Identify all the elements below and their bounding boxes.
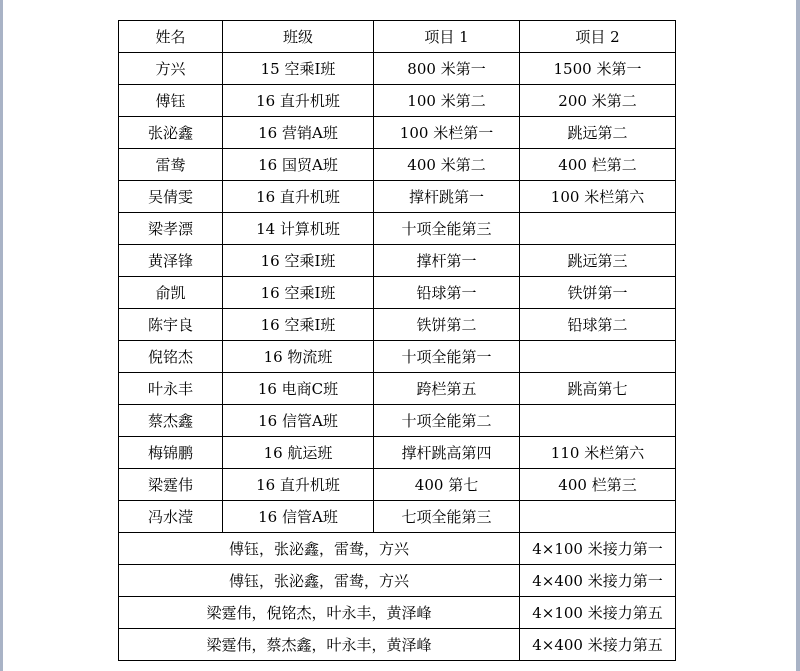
header-event-2: 项目 2	[520, 21, 676, 53]
relay-team: 梁霆伟，倪铭杰，叶永丰，黄泽峰	[119, 597, 520, 629]
cell-class: 16 空乘I班	[223, 309, 374, 341]
cell-event-1: 跨栏第五	[374, 373, 520, 405]
cell-event-2: 200 米第二	[520, 85, 676, 117]
relay-row	[119, 533, 676, 565]
relay-result: 4×100 米接力第五	[520, 597, 676, 629]
cell-event-1: 铁饼第二	[374, 309, 520, 341]
cell-name: 倪铭杰	[119, 341, 223, 373]
cell-event-2: 跳远第二	[520, 117, 676, 149]
cell-event-2: 铁饼第一	[520, 277, 676, 309]
cell-event-1: 撑杆第一	[374, 245, 520, 277]
table-row	[119, 53, 676, 85]
cell-name: 梅锦鹏	[119, 437, 223, 469]
cell-event-2: 1500 米第一	[520, 53, 676, 85]
relay-team: 傅钰，张泌鑫，雷鸯，方兴	[119, 565, 520, 597]
cell-name: 方兴	[119, 53, 223, 85]
cell-event-2: 跳远第三	[520, 245, 676, 277]
header-name: 姓名	[119, 21, 223, 53]
cell-event-1: 十项全能第二	[374, 405, 520, 437]
header-row	[119, 21, 676, 53]
table-row	[119, 277, 676, 309]
cell-event-1: 铅球第一	[374, 277, 520, 309]
table-row	[119, 437, 676, 469]
cell-event-2: 跳高第七	[520, 373, 676, 405]
cell-name: 吴倩雯	[119, 181, 223, 213]
cell-class: 16 空乘I班	[223, 245, 374, 277]
cell-name: 俞凯	[119, 277, 223, 309]
cell-class: 16 信管A班	[223, 501, 374, 533]
cell-event-2	[520, 501, 676, 533]
cell-name: 张泌鑫	[119, 117, 223, 149]
cell-class: 16 营销A班	[223, 117, 374, 149]
relay-row	[119, 597, 676, 629]
cell-event-2: 400 栏第三	[520, 469, 676, 501]
header-event-1: 项目 1	[374, 21, 520, 53]
cell-name: 蔡杰鑫	[119, 405, 223, 437]
relay-team: 梁霆伟，蔡杰鑫，叶永丰，黄泽峰	[119, 629, 520, 661]
cell-name: 梁霆伟	[119, 469, 223, 501]
table-row	[119, 469, 676, 501]
relay-row	[119, 565, 676, 597]
cell-class: 16 直升机班	[223, 181, 374, 213]
cell-event-2: 400 栏第二	[520, 149, 676, 181]
table-row	[119, 405, 676, 437]
cell-event-1: 十项全能第三	[374, 213, 520, 245]
table-row	[119, 117, 676, 149]
cell-name: 梁孝漂	[119, 213, 223, 245]
cell-event-2: 110 米栏第六	[520, 437, 676, 469]
relay-team: 傅钰，张泌鑫，雷鸯，方兴	[119, 533, 520, 565]
table-row	[119, 501, 676, 533]
cell-class: 16 航运班	[223, 437, 374, 469]
page-edge-left	[0, 0, 3, 671]
cell-event-1: 400 第七	[374, 469, 520, 501]
cell-event-1: 800 米第一	[374, 53, 520, 85]
cell-class: 14 计算机班	[223, 213, 374, 245]
cell-class: 16 直升机班	[223, 469, 374, 501]
table-row	[119, 213, 676, 245]
cell-name: 陈宇良	[119, 309, 223, 341]
cell-class: 15 空乘I班	[223, 53, 374, 85]
cell-event-1: 撑杆跳第一	[374, 181, 520, 213]
table-row	[119, 245, 676, 277]
cell-event-2	[520, 341, 676, 373]
cell-event-2: 100 米栏第六	[520, 181, 676, 213]
page-edge-right	[796, 0, 800, 671]
table-row	[119, 149, 676, 181]
cell-event-2	[520, 213, 676, 245]
cell-name: 黄泽锋	[119, 245, 223, 277]
cell-event-1: 十项全能第一	[374, 341, 520, 373]
cell-event-2	[520, 405, 676, 437]
cell-event-1: 400 米第二	[374, 149, 520, 181]
cell-class: 16 信管A班	[223, 405, 374, 437]
table-row	[119, 181, 676, 213]
cell-name: 冯水滢	[119, 501, 223, 533]
header-class: 班级	[223, 21, 374, 53]
cell-class: 16 国贸A班	[223, 149, 374, 181]
cell-name: 雷鸯	[119, 149, 223, 181]
results-table	[118, 20, 676, 661]
cell-class: 16 空乘I班	[223, 277, 374, 309]
cell-event-1: 100 米栏第一	[374, 117, 520, 149]
cell-class: 16 物流班	[223, 341, 374, 373]
cell-name: 傅钰	[119, 85, 223, 117]
table-row	[119, 85, 676, 117]
table-row	[119, 309, 676, 341]
table-row	[119, 341, 676, 373]
cell-event-1: 七项全能第三	[374, 501, 520, 533]
table-row	[119, 373, 676, 405]
relay-row	[119, 629, 676, 661]
cell-event-2: 铅球第二	[520, 309, 676, 341]
relay-result: 4×400 米接力第一	[520, 565, 676, 597]
cell-event-1: 100 米第二	[374, 85, 520, 117]
relay-result: 4×100 米接力第一	[520, 533, 676, 565]
relay-result: 4×400 米接力第五	[520, 629, 676, 661]
cell-name: 叶永丰	[119, 373, 223, 405]
cell-class: 16 直升机班	[223, 85, 374, 117]
cell-event-1: 撑杆跳高第四	[374, 437, 520, 469]
cell-class: 16 电商C班	[223, 373, 374, 405]
